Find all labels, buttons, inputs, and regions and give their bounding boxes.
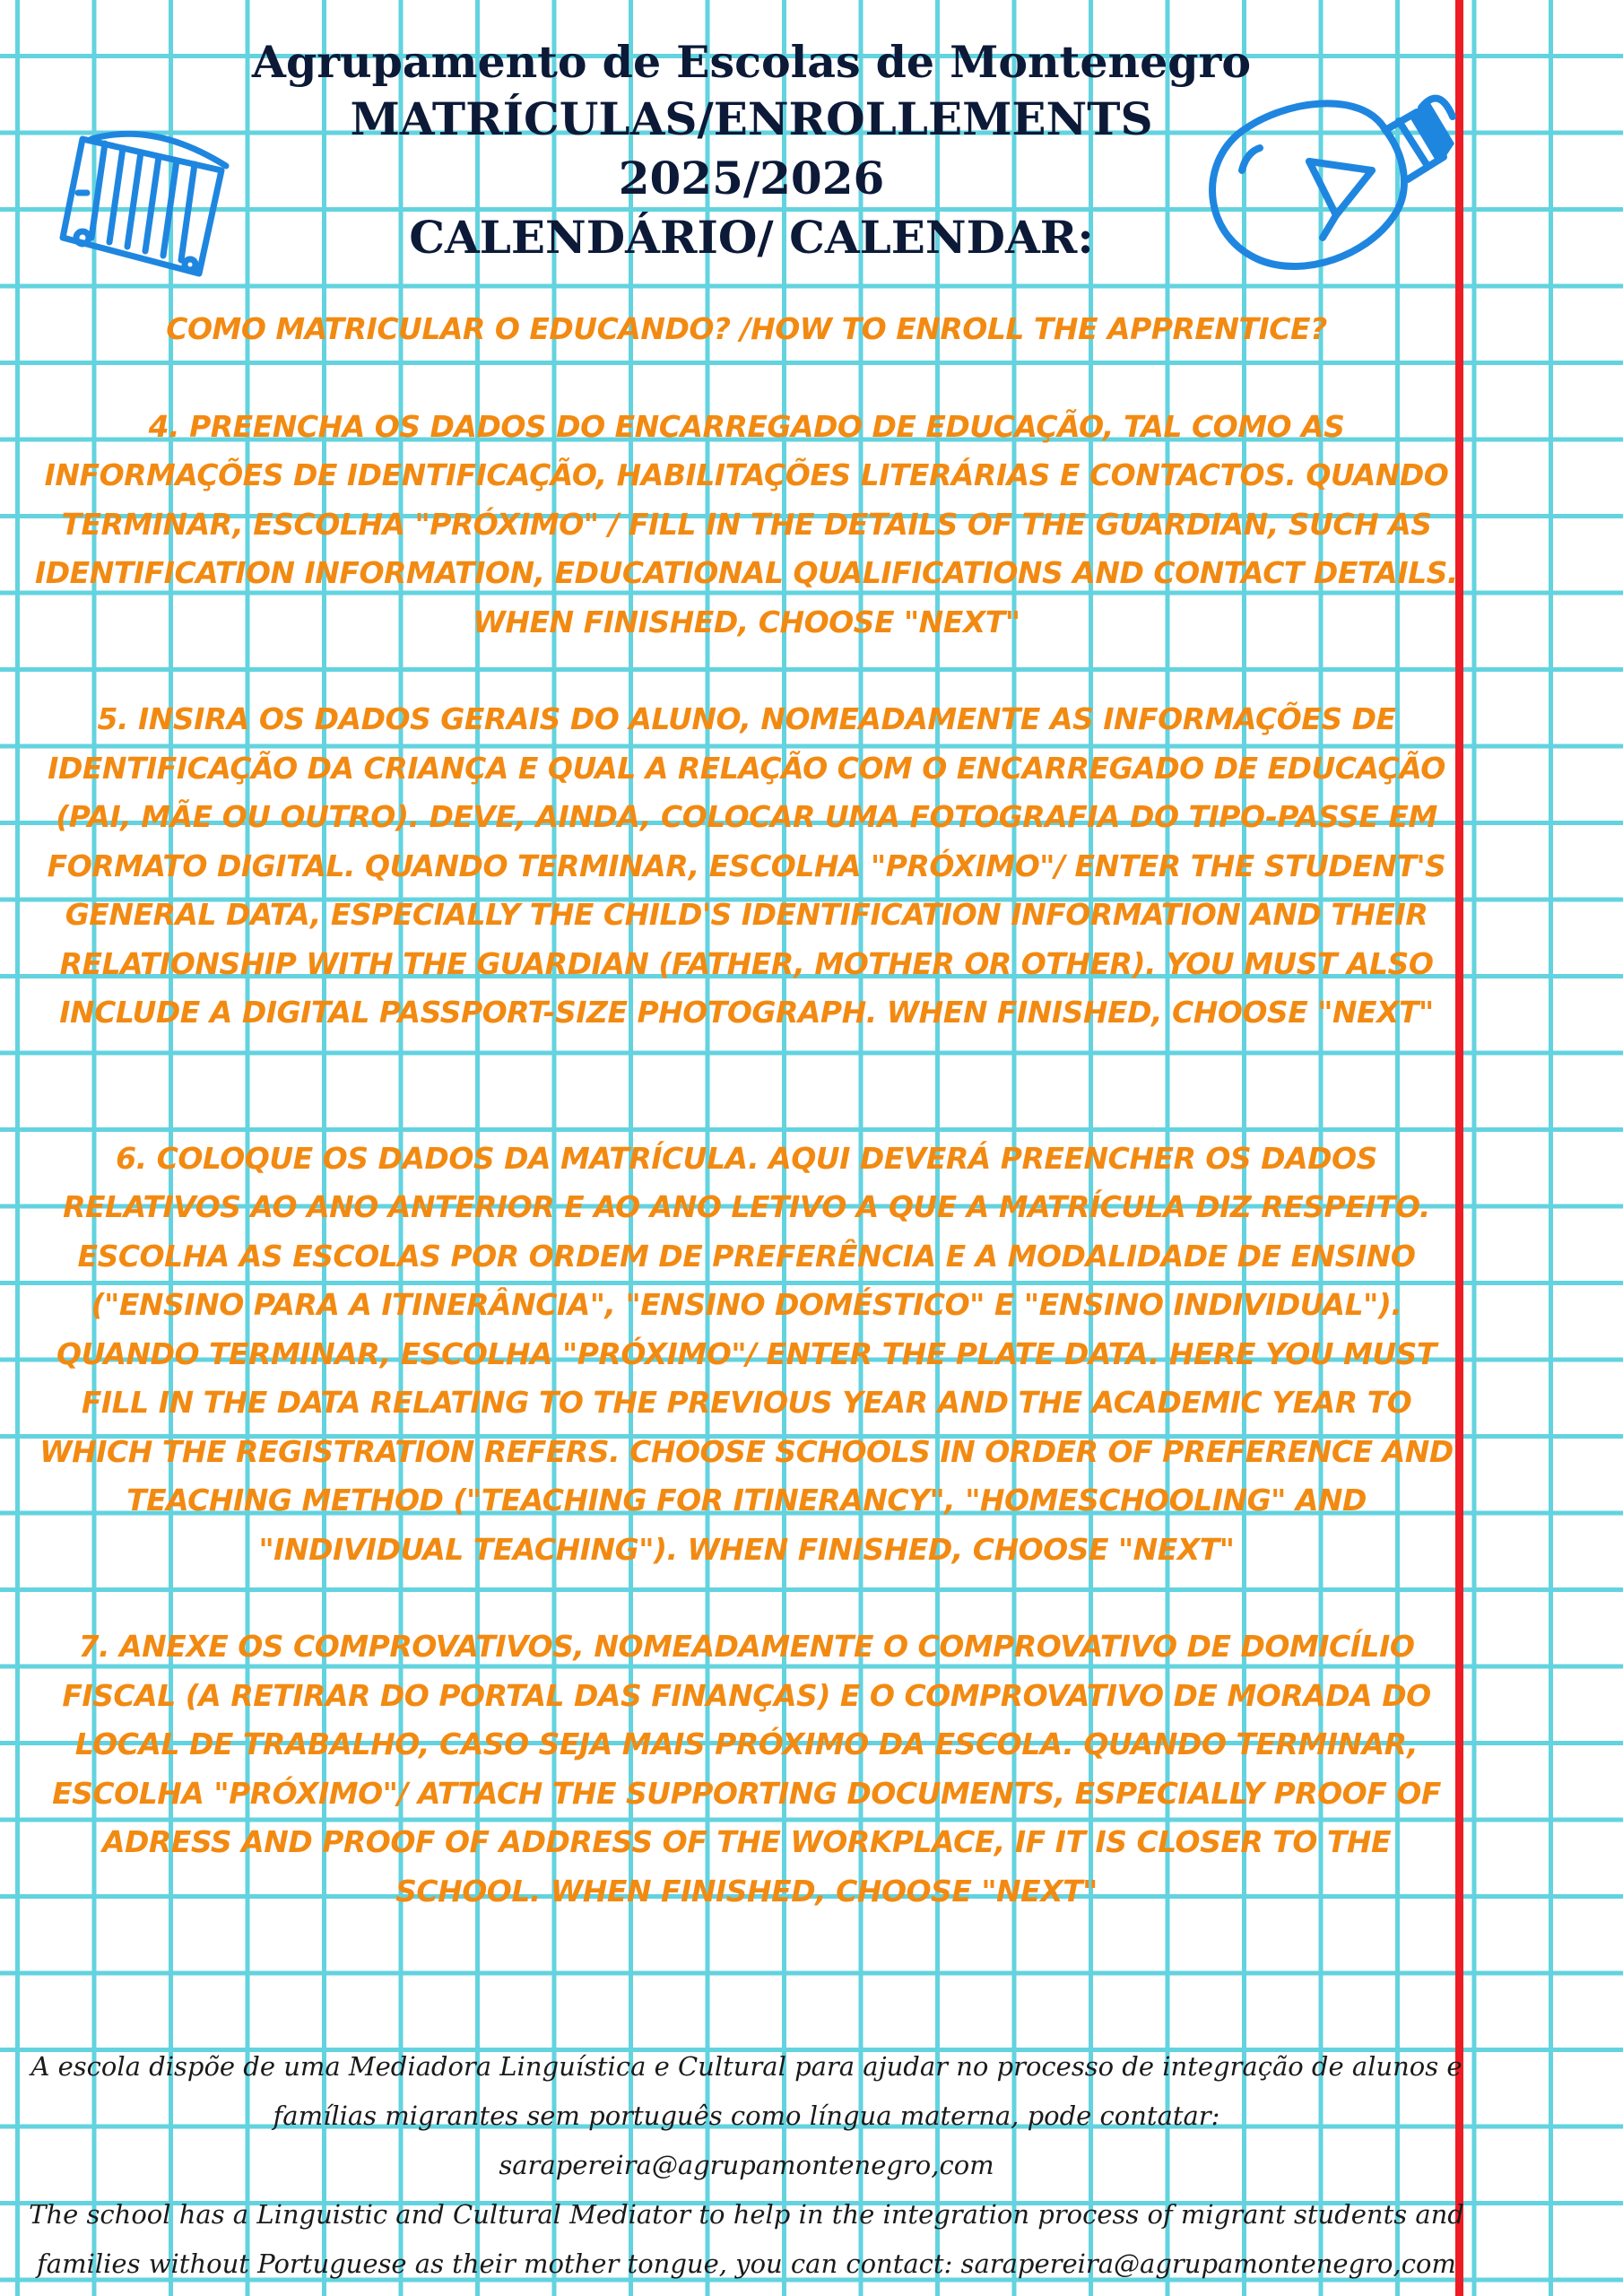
- step-7: 7. ANEXE OS COMPROVATIVOS, NOMEADAMENTE O COMPROVATIVO DE DOMICÍLIO FISCAL (A RETIRAR DO PORTAL DAS FINANÇAS) E O COMPROVATIVO DE MORADA DO LOCAL DE TRABALHO, CASO SEJA MAIS PRÓXIMO DA ESCOLA. QUANDO TERMINAR, ESCOLHA "PRÓXIMO"/ ATTACH THE SUPPORTING DOCUMENTS, ESPECIALLY PROOF OF ADRESS AND PROOF OF ADDRESS OF THE WORKPLACE, IF IT IS CLOSER TO THE SCHOOL. WHEN FINISHED, CHOOSE "NEXT": [52, 1629, 1441, 1909]
- lightbulb-icon: [1193, 81, 1462, 287]
- radiator-icon: [56, 103, 253, 283]
- calendar-heading: CALENDÁRIO/ CALENDAR:: [409, 211, 1094, 264]
- step-6: 6. COLOQUE OS DADOS DA MATRÍCULA. AQUI DEVERÁ PREENCHER OS DADOS RELATIVOS AO ANO ANTERIOR E AO ANO LETIVO A QUE A MATRÍCULA DIZ RESPEITO. ESCOLHA AS ESCOLAS POR ORDEM DE PREFERÊNCIA E A MODALIDADE DE ENSINO ("ENSINO PARA A ITINERÂNCIA", "ENSINO DOMÉSTICO" E "ENSINO INDIVIDUAL"). QUANDO TERMINAR, ESCOLHA "PRÓXIMO"/ ENTER THE PLATE DATA. HERE YOU MUST FILL IN THE DATA RELATING TO THE PREVIOUS YEAR AND THE ACADEMIC YEAR TO WHICH THE REGISTRATION REFERS. CHOOSE SCHOOLS IN ORDER OF PREFERENCE AND TEACHING METHOD ("TEACHING FOR ITINERANCY", "HOMESCHOOLING" AND "INDIVIDUAL TEACHING"). WHEN FINISHED, CHOOSE "NEXT": [39, 1140, 1454, 1567]
- school-year: 2025/2026: [618, 152, 885, 204]
- step-5: 5. INSIRA OS DADOS GERAIS DO ALUNO, NOMEADAMENTE AS INFORMAÇÕES DE IDENTIFICAÇÃO DA CRIANÇA E QUAL A RELAÇÃO COM O ENCARREGADO DE EDUCAÇÃO (PAI, MÃE OU OUTRO). DEVE, AINDA, COLOCAR UMA FOTOGRAFIA DO TIPO-PASSE EM FORMATO DIGITAL. QUANDO TERMINAR, ESCOLHA "PRÓXIMO"/ ENTER THE STUDENT'S GENERAL DATA, ESPECIALLY THE CHILD'S IDENTIFICATION INFORMATION AND THEIR RELATIONSHIP WITH THE GUARDIAN (FATHER, MOTHER OR OTHER). YOU MUST ALSO INCLUDE A DIGITAL PASSPORT-SIZE PHOTOGRAPH. WHEN FINISHED, CHOOSE "NEXT": [47, 701, 1446, 1030]
- mediator-note-pt-line-2: famílias migrantes sem português como língua materna, pode contatar: sarapereira@agrupamontenegro,com: [273, 2100, 1220, 2180]
- mediator-note: [27, 2042, 1466, 2289]
- mediator-note-en-line-2: families without Portuguese as their mother tongue, you can contact: sarapereira@agrupamontenegro,com: [37, 2248, 1456, 2279]
- mediator-note-pt-line-1: A escola dispõe de uma Mediadora Linguística e Cultural para ajudar no processo de integração de alunos e: [30, 2051, 1462, 2082]
- school-name: Agrupamento de Escolas de Montenegro: [251, 36, 1252, 88]
- step-4: 4. PREENCHA OS DADOS DO ENCARREGADO DE EDUCAÇÃO, TAL COMO AS INFORMAÇÕES DE IDENTIFICAÇÃO, HABILITAÇÕES LITERÁRIAS E CONTACTOS. QUANDO TERMINAR, ESCOLHA "PRÓXIMO" / FILL IN THE DETAILS OF THE GUARDIAN, SUCH AS IDENTIFICATION INFORMATION, EDUCATIONAL QUALIFICATIONS AND CONTACT DETAILS. WHEN FINISHED, CHOOSE "NEXT": [35, 408, 1458, 639]
- mediator-note-en-line-1: The school has a Linguistic and Cultural Mediator to help in the integration process of migrant students and: [29, 2199, 1464, 2230]
- page-title: MATRÍCULAS/ENROLLEMENTS: [350, 92, 1153, 145]
- instructions-question: COMO MATRICULAR O EDUCANDO? /HOW TO ENROLL THE APPRENTICE?: [166, 311, 1327, 346]
- enrollment-instructions: [31, 305, 1462, 1964]
